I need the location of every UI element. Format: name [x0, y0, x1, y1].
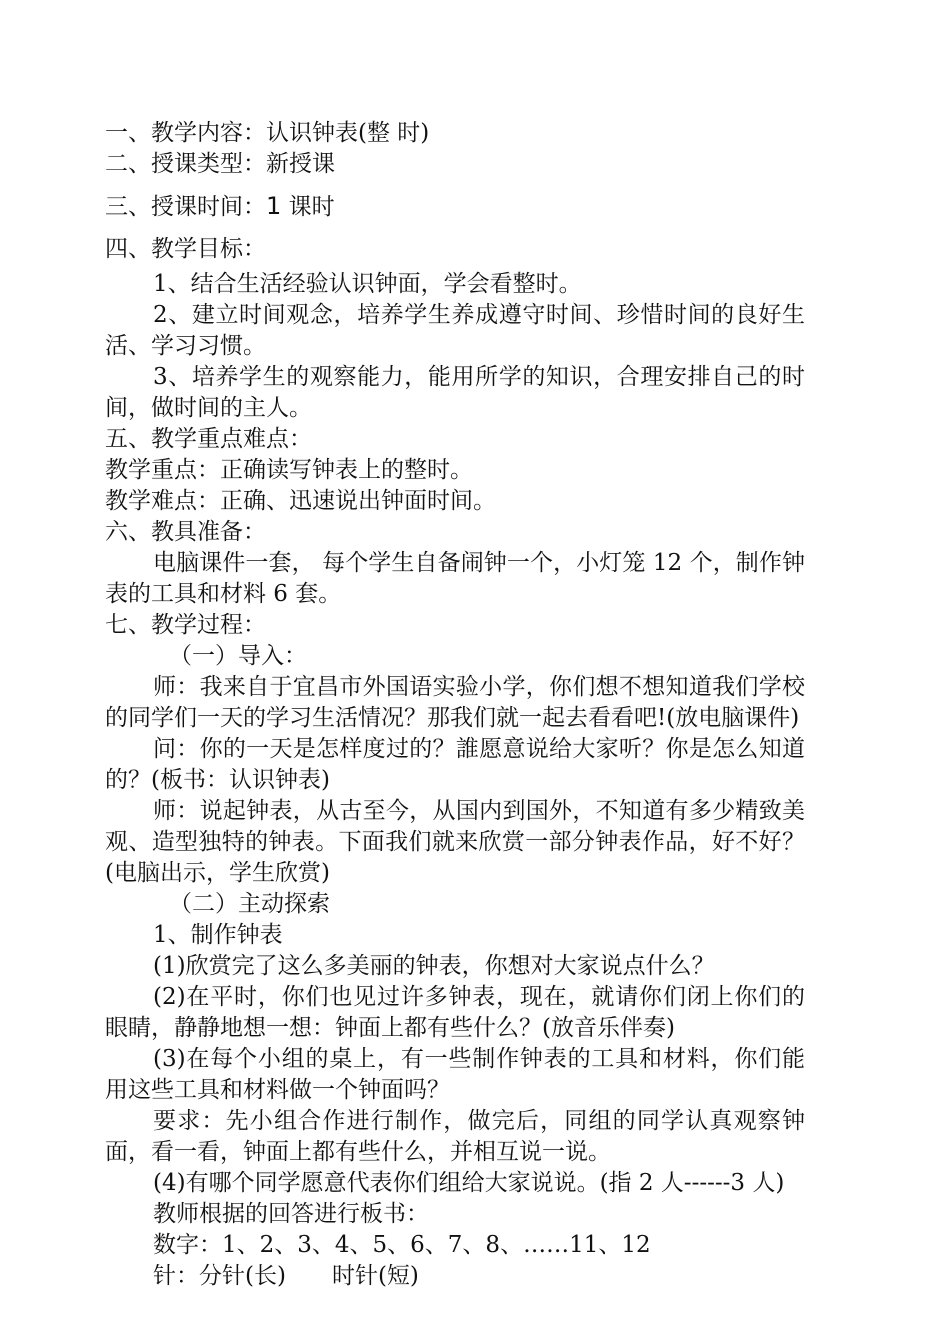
- teacher-paragraph-2: 师：说起钟表，从古至今，从国内到国外，不知道有多少精致美观、造型独特的钟表。下面我们就来欣赏一部分钟表作品，好不好？(电脑出示，学生欣赏): [105, 798, 805, 886]
- section-heading-goals: 四、教学目标：: [105, 236, 266, 262]
- section-heading-time: [105, 191, 805, 223]
- step-1: (1)欣赏完了这么多美丽的钟表，你想对大家说点什么？: [153, 953, 715, 979]
- time-label: 三、授课时间：: [105, 194, 266, 220]
- materials-paragraph: 电脑课件一套， 每个学生自备闹钟一个，小灯笼 12 个，制作钟表的工具和材料 6 套。: [105, 550, 805, 607]
- difficult-point: 教学难点：正确、迅速说出钟面时间。: [105, 488, 496, 514]
- goal-item-1: 1、结合生活经验认识钟面，学会看整时。: [153, 271, 582, 297]
- time-unit: 课时: [288, 194, 335, 220]
- requirement-paragraph: 要求：先小组合作进行制作，做完后，同组的同学认真观察钟面，看一看，钟面上都有些什么，并相互说一说。: [105, 1108, 805, 1165]
- section-heading-content: 一、教学内容：认识钟表(整 时): [105, 120, 430, 146]
- section-heading-type: 二、授课类型：新授课: [105, 151, 335, 177]
- section-heading-materials: 六、教具准备：: [105, 519, 266, 545]
- board-note-hands: 针：分针(长) 时针(短): [153, 1263, 419, 1289]
- key-point: 教学重点：正确读写钟表上的整时。: [105, 457, 473, 483]
- board-note-numbers: 数字：1、2、3、4、5、6、7、8、……11、12: [153, 1232, 651, 1258]
- subsection-explore: （二）主动探索: [169, 891, 330, 917]
- section-heading-key-points: 五、教学重点难点：: [105, 426, 312, 452]
- question-paragraph: 问：你的一天是怎样度过的？誰愿意说给大家听？你是怎么知道的？(板书：认识钟表): [105, 736, 805, 793]
- teacher-paragraph-1: 师：我来自于宜昌市外国语实验小学，你们想不想知道我们学校的同学们一天的学习生活情况？那我们就一起去看看吧!(放电脑课件): [105, 674, 805, 731]
- step-make-clock: 1、制作钟表: [153, 922, 283, 948]
- step-3: (3)在每个小组的桌上，有一些制作钟表的工具和材料，你们能用这些工具和材料做一个钟面吗？: [105, 1046, 805, 1103]
- subsection-intro: （一）导入：: [169, 643, 307, 669]
- section-heading-process: 七、教学过程：: [105, 612, 266, 638]
- goal-item-3: 3、培养学生的观察能力，能用所学的知识，合理安排自己的时间，做时间的主人。: [105, 364, 805, 421]
- time-value: 1: [266, 192, 282, 220]
- goal-item-2: 2、建立时间观念，培养学生养成遵守时间、珍惜时间的良好生活、学习习惯。: [105, 302, 805, 359]
- document-body: [105, 118, 805, 1292]
- step-2: (2)在平时，你们也见过许多钟表，现在，就请你们闭上你们的眼睛，静静地想一想：钟面上都有些什么？(放音乐伴奏): [105, 984, 805, 1041]
- step-4: (4)有哪个同学愿意代表你们组给大家说说。(指 2 人------3 人): [153, 1170, 785, 1196]
- board-note-intro: 教师根据的回答进行板书：: [153, 1201, 429, 1227]
